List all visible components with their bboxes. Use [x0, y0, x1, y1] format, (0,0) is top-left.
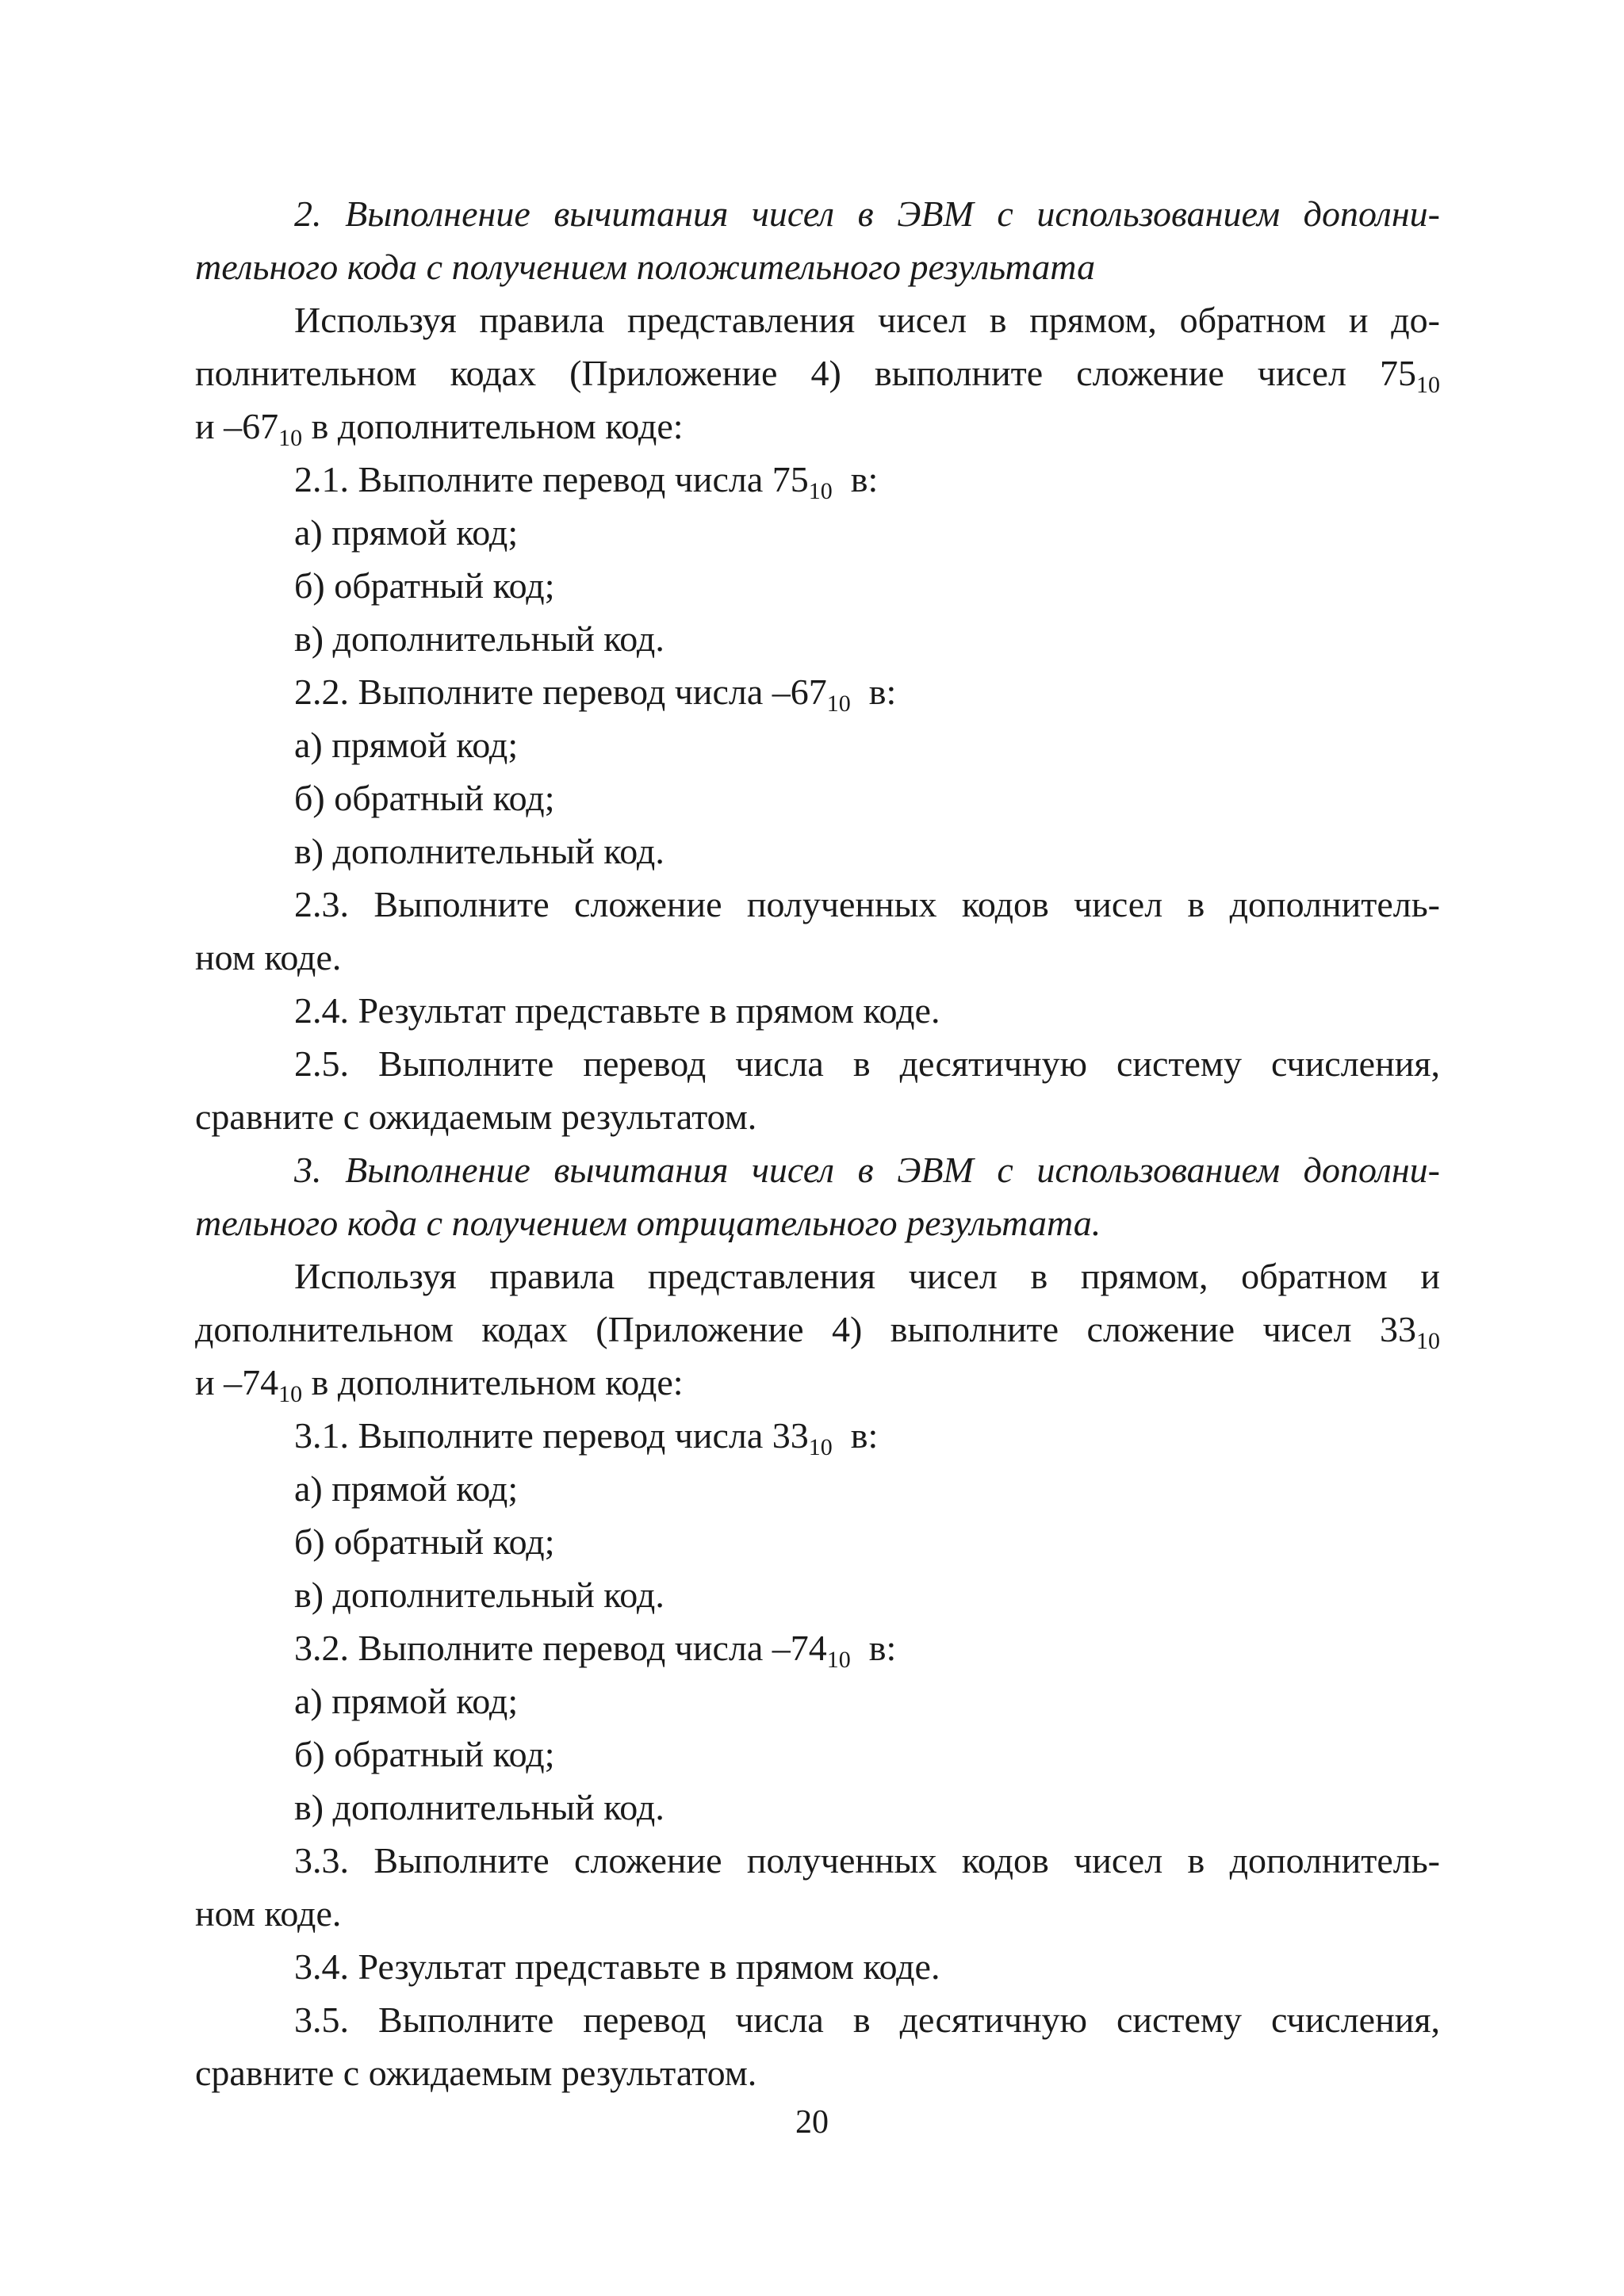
step-2-1: [195, 453, 1440, 506]
section-2-intro-line-1: Используя правила представления чисел в прямом, обратном и до-: [294, 300, 1440, 340]
step-2-1-text: 2.1. Выполните перевод числа 75: [294, 459, 809, 499]
step-2-1-item-c: в) дополнительный код.: [294, 618, 665, 659]
base-subscript: 10: [808, 478, 833, 504]
section-3-intro-line-3-pre: и –74: [195, 1362, 279, 1402]
step-2-2-item-c: в) дополнительный код.: [294, 831, 665, 871]
step-3-1-item-c: в) дополнительный код.: [294, 1575, 665, 1615]
step-2-2-text: 2.2. Выполните перевод числа –67: [294, 672, 827, 712]
step-2-1-suffix: в:: [832, 459, 879, 499]
step-3-1-item-b: б) обратный код;: [294, 1521, 555, 1562]
step-3-3-line-2: ном коде.: [195, 1893, 342, 1934]
step-2-2-item-a: а) прямой код;: [294, 725, 519, 765]
step-3-5-line-1: 3.5. Выполните перевод числа в десятичную систему счисления,: [294, 1999, 1440, 2040]
step-3-2: [195, 1621, 1440, 1674]
section-2-heading-line-2: тельного кода с получением положительного результата: [195, 247, 1096, 287]
page-body: [195, 187, 1440, 2099]
step-2-5-line-1: 2.5. Выполните перевод числа в десятичную систему счисления,: [294, 1043, 1440, 1084]
section-3-intro-line-2-text: дополнительном кодах (Приложение 4) выполните сложение чисел 33: [195, 1309, 1416, 1349]
section-2-intro-line-3-post: в дополнительном коде:: [302, 406, 684, 446]
base-subscript: 10: [1416, 372, 1440, 398]
step-3-2-item-a: а) прямой код;: [294, 1681, 519, 1721]
section-2-intro-line-3-pre: и –67: [195, 406, 279, 446]
section-3-intro-line-2: [195, 1303, 1440, 1356]
step-3-4: 3.4. Результат представьте в прямом коде.: [294, 1946, 940, 1987]
base-subscript: 10: [826, 691, 851, 717]
step-3-1-text: 3.1. Выполните перевод числа 33: [294, 1415, 809, 1456]
step-2-2: [195, 665, 1440, 718]
base-subscript: 10: [278, 425, 303, 451]
step-3-2-item-c: в) дополнительный код.: [294, 1787, 665, 1827]
section-3-intro-line-3-post: в дополнительном коде:: [302, 1362, 684, 1402]
step-2-1-item-b: б) обратный код;: [294, 565, 555, 606]
base-subscript: 10: [826, 1647, 851, 1673]
step-2-3-line-2: ном коде.: [195, 937, 342, 978]
step-3-1-item-a: а) прямой код;: [294, 1468, 519, 1509]
step-3-1-suffix: в:: [832, 1415, 879, 1456]
section-2-intro-line-3: [195, 400, 1440, 453]
step-3-3-line-1: 3.3. Выполните сложение полученных кодов чисел в дополнитель-: [294, 1840, 1440, 1881]
section-3-heading-line-2: тельного кода с получением отрицательного результата.: [195, 1203, 1101, 1243]
step-3-2-suffix: в:: [850, 1628, 897, 1668]
step-3-2-item-b: б) обратный код;: [294, 1734, 555, 1774]
section-3-intro-line-1: Используя правила представления чисел в прямом, обратном и: [294, 1256, 1440, 1296]
page-number: 20: [795, 2104, 829, 2141]
step-2-2-suffix: в:: [850, 672, 897, 712]
step-3-1: [195, 1409, 1440, 1462]
section-3-intro-line-3: [195, 1356, 1440, 1409]
step-2-3-line-1: 2.3. Выполните сложение полученных кодов чисел в дополнитель-: [294, 884, 1440, 924]
base-subscript: 10: [1416, 1328, 1440, 1354]
step-2-1-item-a: а) прямой код;: [294, 512, 519, 553]
base-subscript: 10: [278, 1381, 303, 1407]
step-2-5-line-2: сравните с ожидаемым результатом.: [195, 1096, 757, 1137]
section-2-intro-line-2: [195, 346, 1440, 400]
step-3-5-line-2: сравните с ожидаемым результатом.: [195, 2053, 757, 2093]
step-3-2-text: 3.2. Выполните перевод числа –74: [294, 1628, 827, 1668]
section-2-heading-line-1: 2. Выполнение вычитания чисел в ЭВМ с использованием дополни-: [294, 193, 1440, 234]
section-3-heading-line-1: 3. Выполнение вычитания чисел в ЭВМ с использованием дополни-: [294, 1150, 1440, 1190]
step-2-2-item-b: б) обратный код;: [294, 778, 555, 818]
step-2-4: 2.4. Результат представьте в прямом коде.: [294, 990, 940, 1031]
section-2-intro-line-2-text: полнительном кодах (Приложение 4) выполните сложение чисел 75: [195, 353, 1416, 393]
base-subscript: 10: [808, 1434, 833, 1460]
